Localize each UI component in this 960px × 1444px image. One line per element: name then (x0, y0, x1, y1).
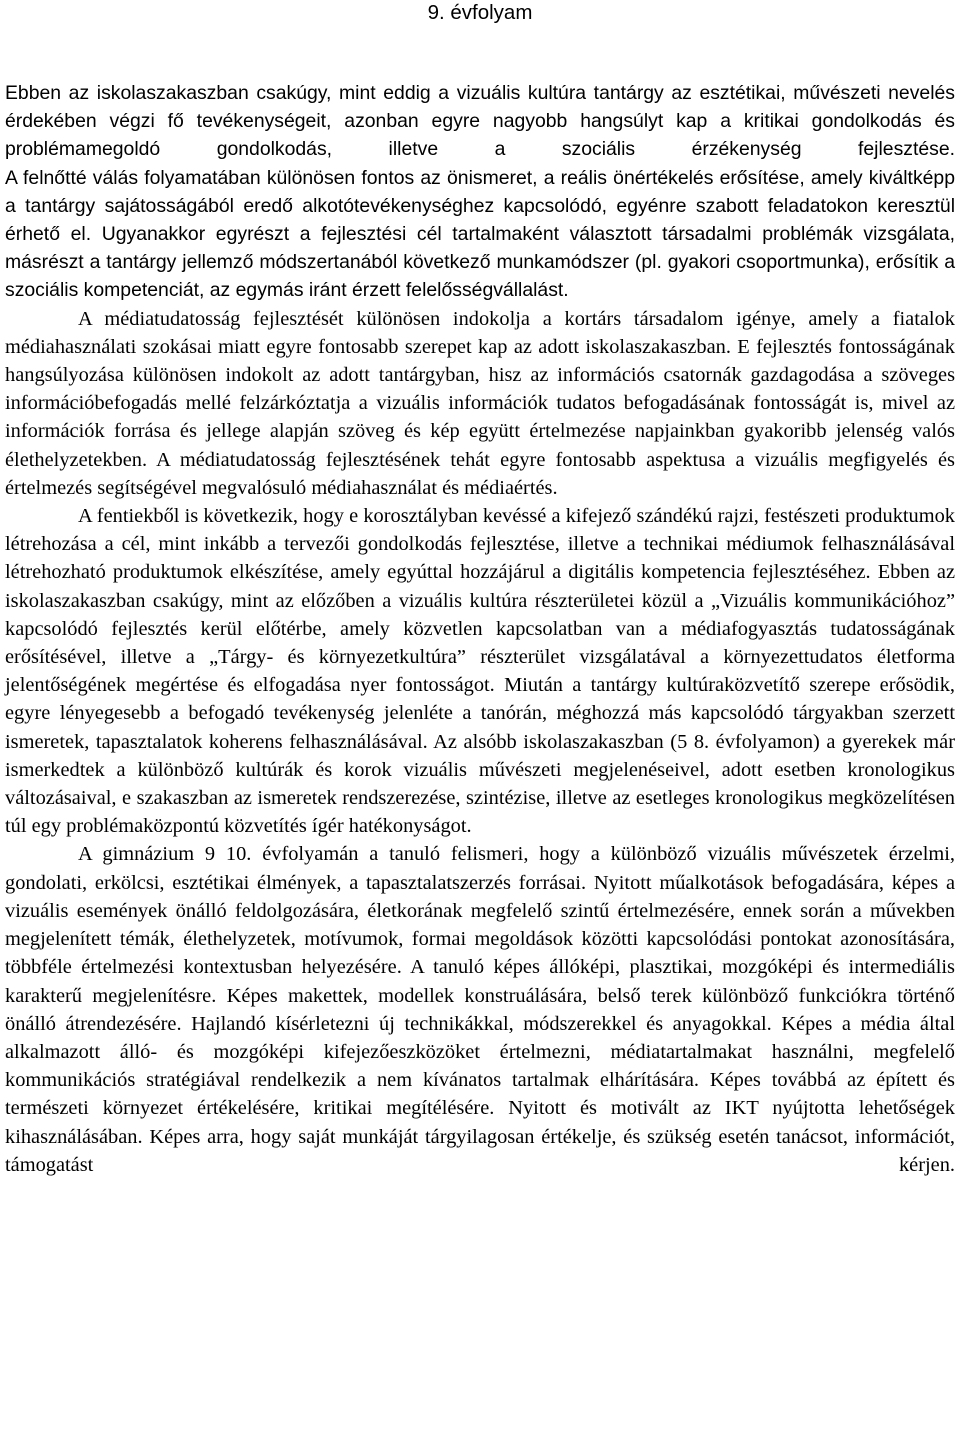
page-title: 9. évfolyam (427, 1, 533, 24)
paragraph-media-literacy: A médiatudatosság fejlesztését különösen indokolja a kortárs társadalom igénye, amely a fiatalok médiahasználati szokásai miatt egyre fontosabb szerepet kap az adott iskolaszakaszban. E fejlesztés fontosságának hangsúlyozása különösen indokolt az adott tantárgyban, hisz az információs csatornák gazdagodása a szöveges információbefogadás mellé felzárkóztatja a vizuális információk tudatos befogadásának fontosságát is, mivel az információk forrása és jellege alapján szöveg és kép együtt értelmezése napjainkban gyakoribb jelenség valós élethelyzetekben. A médiatudatosság fejlesztésének tehát egyre fontosabb aspektusa a vizuális megfigyelés és értelmezés segítségével megvalósuló médiahasználat és médiaértés. (5, 307, 955, 499)
paragraph-intro-sentence: Ebben az iskolaszakaszban csakúgy, mint eddig a vizuális kultúra tantárgy az esztétikai, művészeti nevelés érdekében végzi fő tevékenységeit, azonban egyre nagyobb hangsúlyt kap a kritikai gondolkodás és problémamegoldó gondolkodás, illetve a szociális érzékenység fejlesztése. (5, 82, 955, 161)
paragraph-self-knowledge: A felnőtté válás folyamatában különösen fontos az önismeret, a reális önértékelés erősítése, amely kiváltképp a tantárgy sajátosságából eredő alkotótevékenységhez kapcsolódó, egyénre szabott feladatokon keresztül érhető el. Ugyanakkor egyrészt a fejlesztési cél tartalmaként választott társadalmi problémák vizsgálata, másrészt a tantárgy jellemző módszertanából következő munkamódszer (pl. gyakori csoportmunka), erősítik a szociális kompetenciát, az egymás iránt érzett felelősségvállalást. (5, 166, 955, 302)
paragraph-design-thinking: A fentiekből is következik, hogy e korosztályban kevéssé a kifejező szándékú rajzi, festészeti produktumok létrehozása a cél, mint inkább a tervezői gondolkodás fejlesztése, illetve a technikai médiumok felhasználásával létrehozható produktumok elkészítése, amely egyúttal hozzájárul a digitális kompetencia fejlesztéséhez. Ebben az iskolaszakaszban csakúgy, mint az előzőben a vizuális kultúra részterületei közül a „Vizuális kommunikációhoz” kapcsolódó fejlesztés kerül előtérbe, amely közvetlen kapcsolatban van a médiafogyasztás tudatosságának erősítésével, illetve a „Tárgy- és környezetkultúra” részterület vizsgálatával a környezettudatos életforma jelentőségének megértése és elfogadása nyer fontosságot. Miután a tantárgy kultúraközvetítő szerepe erősödik, egyre lényegesebb a befogadó tevékenység jelenléte a tanórán, méghozzá más kapcsolódó tárgyakban szerzett ismeretek, tapasztalatok koherens felhasználásával. Az alsóbb iskolaszakaszban (5 8. évfolyamon) a gyerekek már ismerkedtek a különböző kultúrák és korok vizuális művészeti megjelenéseivel, adott esetben kronologikus változásaival, e szakaszban az ismeretek rendszerezése, szintézise, illetve az esetleges kronologikus megközelítésen túl egy problémaközpontú közvetítés ígér hatékonyságot. (5, 505, 955, 838)
body-text (5, 79, 955, 1179)
paragraph-grade-9-10-outcomes: A gimnázium 9 10. évfolyamán a tanuló felismeri, hogy a különböző vizuális művészetek érzelmi, gondolati, erkölcsi, esztétikai élmények, a tapasztalatszerzés forrásai. Nyitott műalkotások befogadására, képes a vizuális események önálló feldolgozására, életkorának megfelelő szintű értelmezésére, ennek során a művekben megjelenített témák, élethelyzetek, motívumok, formai megoldások közötti kapcsolódási pontokat azonosítására, többféle értelmezési kontextusban helyezésére. A tanuló képes állóképi, plasztikai, mozgóképi és intermediális karakterű megjelenítésre. Képes makettek, modellek konstruálására, belső terek különböző funkciókra történő önálló átrendezésére. Hajlandó kísérletezni új technikákkal, módszerekkel és anyagokkal. Képes a média által alkalmazott álló- és mozgóképi kifejezőeszközöket értelmezni, médiatartalmakat használni, megfelelő kommunikációs stratégiával rendelkezik a nem kívánatos tartalmak elhárítására. Képes továbbá az épített és természeti környezet értékelésére, kritikai megítélésére. Nyitott és motivált az IKT nyújtotta lehetőségek kihasználásában. Képes arra, hogy saját munkáját tárgyilagosan értékelje, és szükség esetén tanácsot, információt, támogatást kérjen. (5, 843, 955, 1176)
